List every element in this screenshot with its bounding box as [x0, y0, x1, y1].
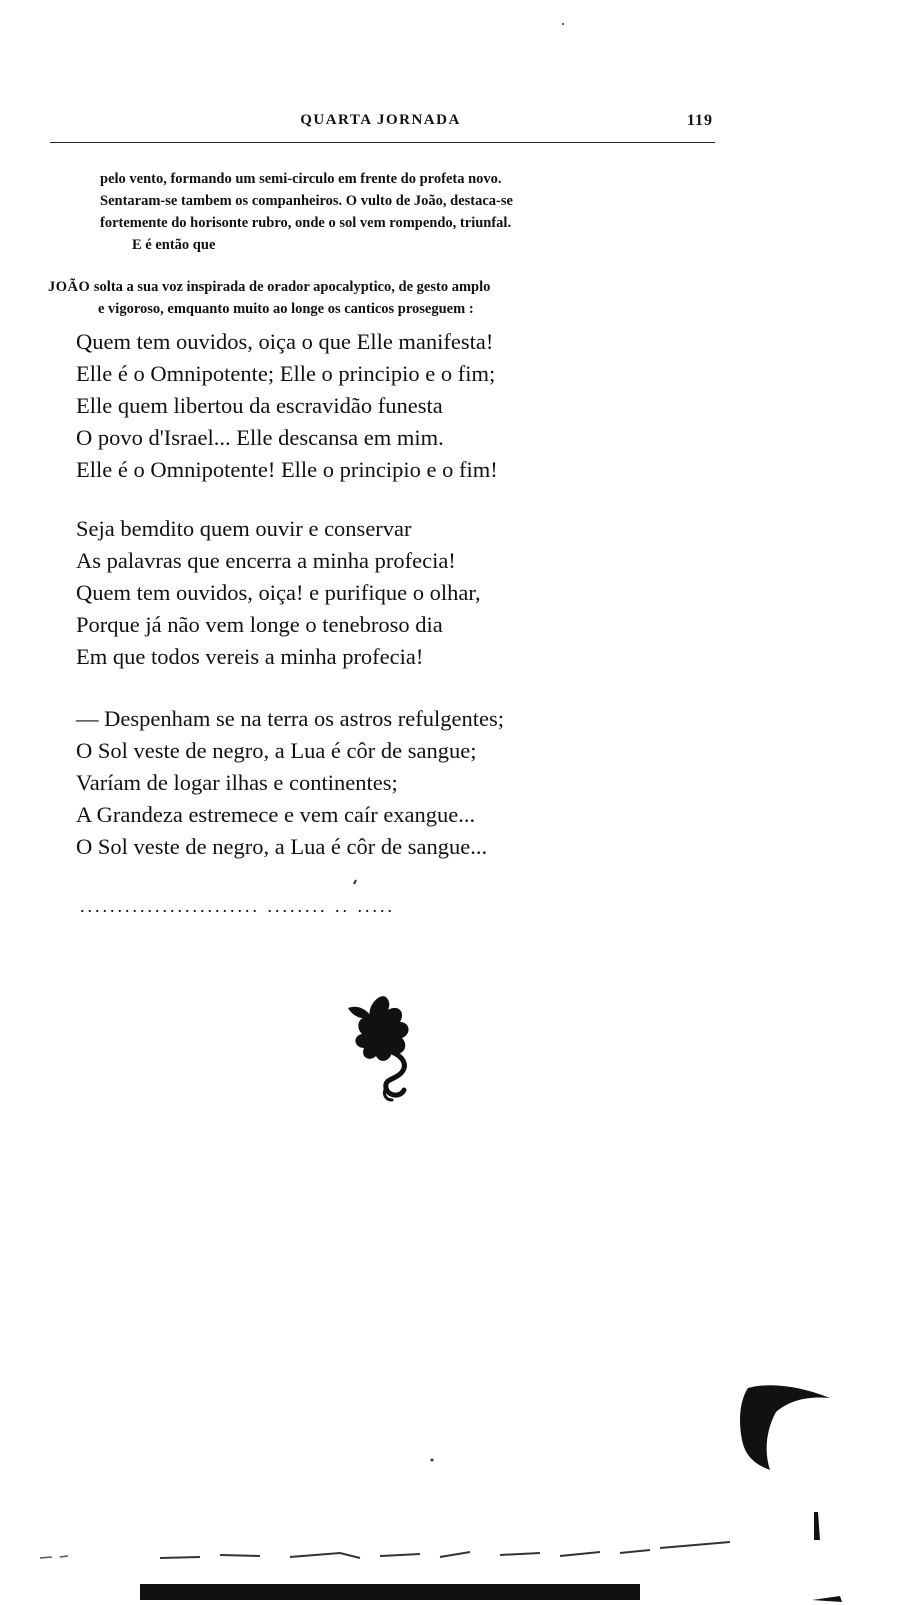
stage-direction-line: Sentaram-se tambem os companheiros. O vulto de João, destaca-se	[100, 193, 513, 209]
stanza-1	[76, 326, 498, 486]
verse-line: Quem tem ouvidos, oiça o que Elle manifesta!	[76, 329, 494, 354]
ellipsis-line: ........................ ........ .. .....	[80, 896, 395, 916]
verse-line: As palavras que encerra a minha profecia!	[76, 548, 456, 573]
stanza-2	[76, 513, 481, 673]
stage-direction	[100, 168, 513, 256]
page-number: 119	[686, 112, 713, 129]
verse-line: Varíam de logar ilhas e continentes;	[76, 770, 398, 795]
verse-line: Elle quem libertou da escravidão funesta	[76, 393, 443, 418]
speech-intro	[48, 276, 490, 320]
speaker-name: JOÃO	[48, 279, 91, 295]
stage-direction-line: pelo vento, formando um semi-circulo em frente do profeta novo.	[100, 171, 502, 187]
verse-line: — Despenham se na terra os astros refulgentes;	[76, 706, 504, 731]
verse-line: Em que todos vereis a minha profecia!	[76, 644, 424, 669]
verse-line: O povo d'Israel... Elle descansa em mim.	[76, 425, 444, 450]
verse-line: Elle é o Omnipotente; Elle o principio e o fim;	[76, 361, 496, 386]
speech-intro-line: e vigoroso, emquanto muito ao longe os canticos proseguem :	[98, 301, 474, 317]
verse-line: A Grandeza estremece e vem caír exangue...	[76, 802, 476, 827]
running-head	[48, 112, 713, 134]
stage-direction-line: E é então que	[132, 237, 216, 253]
verse-line: Porque já não vem longe o tenebroso dia	[76, 612, 443, 637]
verse-line: Elle é o Omnipotente! Elle o principio e o fim!	[76, 457, 498, 482]
verse-line: Seja bemdito quem ouvir e conservar	[76, 516, 412, 541]
running-title: QUARTA JORNADA	[300, 112, 461, 128]
stage-direction-line: fortemente do horisonte rubro, onde o sol vem rompendo, triunfal.	[100, 215, 512, 231]
speech-intro-text: solta a sua voz inspirada de orador apocalyptico, de gesto amplo	[90, 279, 491, 295]
stanza-3	[76, 703, 504, 863]
verse-line: O Sol veste de negro, a Lua é côr de sangue;	[76, 738, 477, 763]
verse-line: Quem tem ouvidos, oiça! e purifique o olhar,	[76, 580, 481, 605]
header-rule	[50, 142, 715, 143]
speech-intro-line	[48, 276, 490, 298]
fleuron-vine-leaf-icon	[340, 990, 440, 1105]
verse-line: O Sol veste de negro, a Lua é côr de sangue...	[76, 834, 488, 859]
